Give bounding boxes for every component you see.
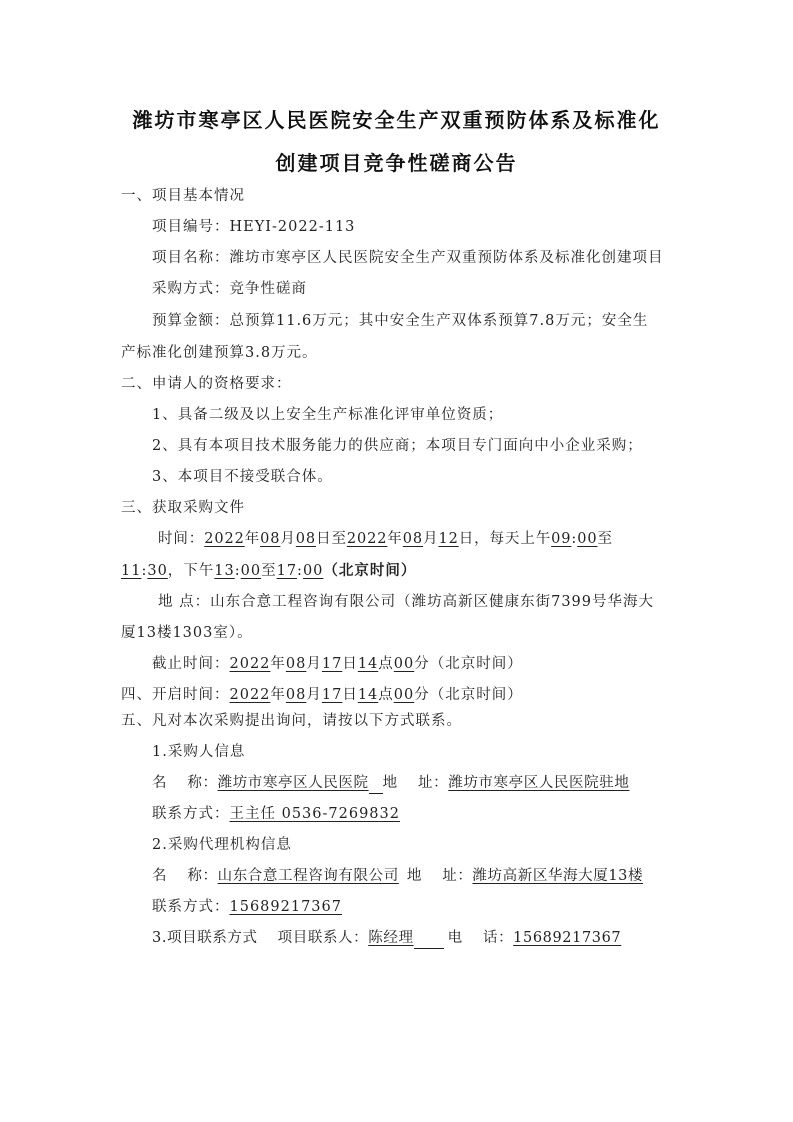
time-label: 时间： <box>158 531 205 547</box>
agency-contact-label: 联系方式： <box>152 899 230 915</box>
project-name <box>152 248 664 268</box>
text-yue: 月 <box>280 531 296 547</box>
buyer-contact-label: 联系方式： <box>152 806 230 822</box>
text-colon: : <box>571 531 578 547</box>
agency-contact-value: 15689217367 <box>229 899 342 915</box>
text-fen-beijing: 分（北京时间） <box>414 656 523 672</box>
text-dian: 点 <box>378 656 394 672</box>
am-start-hour: 09 <box>551 531 572 547</box>
am-start-minute: 00 <box>577 531 598 547</box>
text-nian: 年 <box>270 687 286 703</box>
procurement-method <box>152 279 307 299</box>
project-contact-heading: 3.项目联系方式 <box>152 930 258 946</box>
buyer-heading: 1.采购人信息 <box>152 744 246 760</box>
budget-line2: 产标准化创建预算3.8万元。 <box>121 345 318 361</box>
beijing-time-bold: （北京时间） <box>323 562 417 579</box>
pm-end-minute: 00 <box>302 563 324 579</box>
text-colon: : <box>141 563 148 579</box>
text-daily: 日，每天上午 <box>458 531 552 547</box>
end-month: 08 <box>402 531 424 547</box>
start-day: 08 <box>295 531 317 547</box>
opening-year: 2022 <box>229 687 271 703</box>
text-yue: 月 <box>306 656 322 672</box>
agency-address-label: 地 址： <box>406 868 473 884</box>
text-nian: 年 <box>244 531 261 547</box>
deadline-year: 2022 <box>229 656 271 672</box>
buyer-address-label: 地 址： <box>382 775 449 791</box>
opening-time <box>121 685 523 705</box>
opening-label: 四、开启时间： <box>121 687 230 703</box>
buyer-name-underline-tail <box>369 773 383 794</box>
location-line2: 厦13楼1303室）。 <box>121 625 253 641</box>
text-yue: 月 <box>306 687 322 703</box>
agency-name-label: 名 称： <box>152 868 218 884</box>
project-contact-person-label: 项目联系人： <box>277 930 369 946</box>
section3-heading: 三、获取采购文件 <box>121 500 245 516</box>
text-dian: 点 <box>378 687 394 703</box>
buyer-address: 潍坊市寒亭区人民医院驻地 <box>448 775 630 791</box>
acquisition-time-line2 <box>121 561 416 581</box>
text-fen-beijing: 分（北京时间） <box>414 687 523 703</box>
requirement-2: 2、具有本项目技术服务能力的供应商；本项目专门面向中小企业采购； <box>152 438 643 454</box>
project-number-value: HEYI-2022-113 <box>229 219 356 235</box>
section5-heading: 五、凡对本次采购提出询问，请按以下方式联系。 <box>121 713 462 729</box>
deadline-month: 08 <box>285 656 307 672</box>
buyer-name-label: 名 称： <box>152 775 218 791</box>
doc-title-line2: 创建项目竞争性磋商公告 <box>275 151 518 175</box>
opening-hour: 14 <box>357 687 379 703</box>
location-value: 山东合意工程咨询有限公司（潍坊高新区健康东街7399号华海大 <box>210 594 655 610</box>
buyer-contact <box>152 804 400 824</box>
start-month: 08 <box>260 531 281 547</box>
buyer-name: 潍坊市寒亭区人民医院 <box>217 775 369 791</box>
acquisition-time-line1 <box>158 529 613 549</box>
location-line1 <box>158 592 654 612</box>
buyer-name-address <box>152 773 629 794</box>
text-nian: 年 <box>270 656 286 672</box>
section1-heading: 一、项目基本情况 <box>121 188 245 204</box>
doc-title-line1: 潍坊市寒亭区人民医院安全生产双重预防体系及标准化 <box>132 108 661 132</box>
am-end-hour: 11 <box>121 563 142 579</box>
deadline-label: 截止时间： <box>152 656 230 672</box>
text-zhi: 至 <box>597 531 613 547</box>
am-end-minute: 30 <box>147 563 168 579</box>
deadline-hour: 14 <box>357 656 379 672</box>
deadline-day: 17 <box>321 656 343 672</box>
project-number <box>152 217 355 237</box>
requirement-3: 3、本项目不接受联合体。 <box>152 469 333 485</box>
pm-start-hour: 13 <box>214 563 235 579</box>
text-colon: : <box>234 563 241 579</box>
agency-name: 山东合意工程咨询有限公司 <box>217 868 399 884</box>
project-contact-phone-label: 电 话： <box>447 930 514 946</box>
buyer-contact-value: 王主任 0536-7269832 <box>229 806 400 822</box>
opening-day: 17 <box>321 687 343 703</box>
text-colon: : <box>297 563 303 579</box>
text-zhi: 至 <box>261 563 277 579</box>
requirement-1: 1、具备二级及以上安全生产标准化评审单位资质； <box>152 407 504 423</box>
text-nian: 年 <box>387 531 403 547</box>
text-yue: 月 <box>423 531 439 547</box>
pm-end-hour: 17 <box>276 563 298 579</box>
start-year: 2022 <box>204 531 245 547</box>
opening-minute: 00 <box>393 687 415 703</box>
section2-heading: 二、申请人的资格要求： <box>121 376 292 392</box>
project-contact <box>152 928 621 949</box>
person-underline-tail <box>414 928 444 949</box>
procurement-method-label: 采购方式： <box>152 281 230 297</box>
agency-heading: 2.采购代理机构信息 <box>152 837 292 853</box>
pm-start-minute: 00 <box>240 563 262 579</box>
agency-contact <box>152 897 342 917</box>
agency-name-address <box>152 866 643 886</box>
opening-month: 08 <box>285 687 307 703</box>
text-ri: 日 <box>342 687 358 703</box>
text-pm: ，下午 <box>167 563 215 579</box>
procurement-method-value: 竞争性磋商 <box>229 281 307 297</box>
text-ri-zhi: 日至 <box>316 531 347 547</box>
project-number-label: 项目编号： <box>152 219 230 235</box>
deadline-minute: 00 <box>393 656 415 672</box>
project-contact-phone: 15689217367 <box>513 930 622 946</box>
budget-line1: 预算金额：总预算11.6万元；其中安全生产双体系预算7.8万元；安全生 <box>152 313 649 329</box>
agency-address: 潍坊高新区华海大厦13楼 <box>472 868 644 884</box>
deadline-time <box>152 654 523 674</box>
project-contact-person: 陈经理 <box>368 930 414 946</box>
project-name-label: 项目名称： <box>152 250 230 266</box>
location-label: 地 点： <box>158 594 211 610</box>
end-year: 2022 <box>346 531 388 547</box>
end-day: 12 <box>438 531 459 547</box>
project-name-value: 潍坊市寒亭区人民医院安全生产双重预防体系及标准化创建项目 <box>229 250 664 266</box>
text-ri: 日 <box>342 656 358 672</box>
